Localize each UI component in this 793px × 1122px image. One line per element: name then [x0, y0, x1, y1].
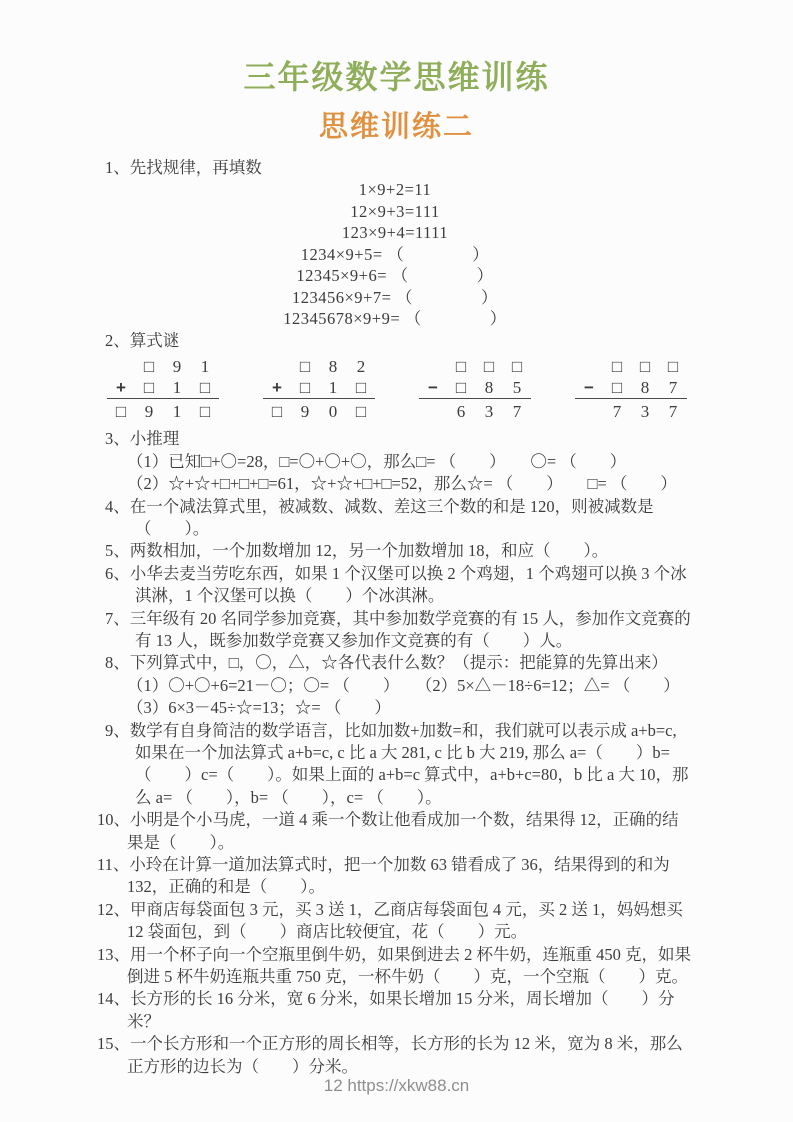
puzzle-cell: 8 [328, 357, 338, 377]
arithmetic-puzzle-4 [575, 356, 687, 422]
problem-12: 12、甲商店每袋面包 3 元，买 3 送 1，乙商店每袋面包 4 元，买 2 送 1，妈妈想买 12 袋面包，到（ ）商店比较便宜，花（ ）元。 [97, 899, 683, 942]
puzzle-row-operand [575, 377, 687, 399]
arithmetic-puzzle-3 [419, 356, 531, 422]
puzzle-cell: □ [199, 378, 211, 398]
page-subtitle: 思维训练二 [318, 111, 474, 143]
puzzle-cell: 7 [668, 402, 678, 422]
puzzle-cell: 9 [300, 402, 310, 422]
arithmetic-puzzle-2 [263, 356, 375, 422]
problem-2-label: 2、算式谜 [105, 330, 180, 350]
puzzle-cell [575, 356, 603, 377]
page-title: 三年级数学思维训练 [243, 59, 550, 95]
puzzle-cell: □ [299, 357, 311, 377]
problem-14: 14、长方形的长 16 分米，宽 6 分米，如果长增加 15 分米，周长增加（ ）分米？ [97, 989, 675, 1031]
equation-line: 12345678×9+9= （ ） [283, 309, 507, 329]
puzzle-row-result [107, 399, 219, 422]
equation-line: 1×9+2=11 [358, 180, 432, 200]
puzzle-cell: □ [455, 357, 467, 377]
puzzle-cell: 7 [612, 402, 622, 422]
problem-3-part-2: （2）☆+☆+□+□+□=61，☆+☆+□+□=52，那么☆= （ ） □= （ ） [127, 474, 677, 494]
puzzle-cell: □ [115, 402, 127, 422]
puzzle-cell: □ [271, 402, 283, 422]
equation-line: 123456×9+7= （ ） [291, 287, 499, 307]
problem-8-part-3: （3）6×3－45÷☆=13；☆= （ ） [127, 698, 391, 718]
plus-operator: + [272, 378, 282, 398]
problem-3 [97, 428, 693, 495]
puzzle-cell: □ [483, 357, 495, 377]
puzzle-cell: □ [455, 378, 467, 398]
problem-10: 10、小明是个小马虎，一道 4 乘一个数让他看成加一个数，结果得 12，正确的结果是（ ）。 [97, 810, 679, 852]
puzzle-cell: □ [355, 402, 367, 422]
puzzle-cell [419, 356, 447, 377]
problem-1-label: 1、先找规律，再填数 [105, 158, 262, 177]
puzzle-cell: □ [511, 357, 523, 377]
puzzle-cell: 3 [640, 402, 650, 422]
puzzle-cell: □ [143, 357, 155, 377]
minus-operator: − [428, 378, 438, 398]
equation-line: 12×9+3=111 [350, 201, 440, 221]
puzzle-cell: □ [667, 357, 679, 377]
problem-5: 5、两数相加，一个加数增加 12，另一个加数增加 18，和应（ ）。 [105, 541, 609, 561]
problem-15: 15、一个长方形和一个正方形的周长相等，长方形的长为 12 米，宽为 8 米，那么正方形的边长为（ ）分米。 [97, 1034, 683, 1076]
problem-7: 7、三年级有 20 名同学参加竞赛，其中参加数学竞赛的有 15 人，参加作文竞赛的有 13 人，既参加数学竞赛又参加作文竞赛的有（ ）人。 [105, 608, 691, 650]
puzzle-cell [263, 356, 291, 377]
puzzle-row-operand [107, 377, 219, 399]
puzzle-cell: □ [299, 378, 311, 398]
puzzle-cell: 9 [172, 357, 182, 377]
puzzle-row-top [575, 356, 687, 377]
problem-6: 6、小华去麦当劳吃东西，如果 1 个汉堡可以换 2 个鸡翅，1 个鸡翅可以换 3 个冰淇淋，1 个汉堡可以换（ ）个冰淇淋。 [105, 563, 687, 606]
equation-line: 12345×9+6= （ ） [296, 266, 494, 286]
puzzle-cell: □ [611, 357, 623, 377]
puzzle-cell: □ [199, 402, 211, 422]
puzzle-cell: □ [611, 378, 623, 398]
plus-operator: + [116, 378, 126, 398]
problem-11: 11、小玲在计算一道加法算式时，把一个加数 63 错看成了 36，结果得到的和为 132，正确的和是（ ）。 [97, 855, 670, 897]
minus-operator: − [584, 378, 594, 398]
problem-1 [97, 157, 693, 330]
problem-13: 13、用一个杯子向一个空瓶里倒牛奶，如果倒进去 2 杯牛奶，连瓶重 450 克，如果倒进 5 杯牛奶连瓶共重 750 克，一杯牛奶（ ）克，一个空瓶（ ）克。 [97, 944, 691, 987]
puzzle-cell: □ [639, 357, 651, 377]
problem-3-part-1: （1）已知□+〇=28，□=〇+〇+〇，那么□= （ ） 〇= （ ） [127, 451, 627, 471]
puzzle-row-operand [419, 377, 531, 399]
puzzle-cell: □ [355, 378, 367, 398]
problem-2 [97, 330, 693, 422]
page-footer: 12 https://xkw88.cn [323, 1076, 470, 1095]
problem-8-label: 8、下列算式中，□，〇，△，☆各代表什么数？（提示：把能算的先算出来） [105, 653, 668, 673]
problem-8-part-1-2: （1）〇+〇+6=21－〇；〇= （ ） （2）5×△－18÷6=12；△= （ ） [127, 675, 680, 695]
puzzle-cell: 1 [328, 378, 338, 398]
problem-9: 9、数学有自身简洁的数学语言，比如加数+加数=和，我们就可以表示成 a+b=c,如果在一个加法算式 a+b=c, c 比 a 大 281, c 比 b 大 219, 那么 a=（ ）b=（ ）c=（ ）。如果上面的 a+b=c 算式中，a+b+c=80，b 比 a 大 10，那么 a= （ ），b= （ ），c= （ ）。 [105, 720, 689, 807]
puzzle-row [107, 356, 687, 422]
puzzle-cell: 1 [200, 357, 210, 377]
puzzle-cell [575, 401, 603, 422]
puzzle-cell: 5 [512, 378, 522, 398]
worksheet-body [97, 157, 693, 1078]
puzzle-cell: 7 [668, 378, 678, 398]
puzzle-row-top [263, 356, 375, 377]
puzzle-cell [107, 356, 135, 377]
puzzle-cell: 1 [172, 402, 182, 422]
puzzle-cell: 2 [356, 357, 366, 377]
puzzle-cell: 9 [144, 402, 154, 422]
puzzle-row-operand [263, 377, 375, 399]
puzzle-cell: 1 [172, 378, 182, 398]
puzzle-row-top [419, 356, 531, 377]
puzzle-cell: 7 [512, 402, 522, 422]
problem-3-label: 3、小推理 [105, 429, 180, 449]
problem-4: 4、在一个减法算式里，被减数、减数、差这三个数的和是 120，则被减数是（ ）。 [105, 496, 654, 538]
puzzle-cell [419, 401, 447, 422]
puzzle-cell: □ [143, 378, 155, 398]
puzzle-cell: 8 [640, 378, 650, 398]
equation-line: 123×9+4=1111 [341, 223, 449, 243]
puzzle-cell: 0 [328, 402, 338, 422]
puzzle-row-result [575, 399, 687, 422]
puzzle-cell: 8 [484, 378, 494, 398]
puzzle-cell: 3 [484, 402, 494, 422]
puzzle-cell: 6 [456, 402, 466, 422]
equation-list [97, 179, 693, 330]
equation-line: 1234×9+5= （ ） [300, 244, 490, 264]
puzzle-row-result [419, 399, 531, 422]
problem-8 [97, 652, 693, 719]
arithmetic-puzzle-1 [107, 356, 219, 422]
puzzle-row-result [263, 399, 375, 422]
puzzle-row-top [107, 356, 219, 377]
